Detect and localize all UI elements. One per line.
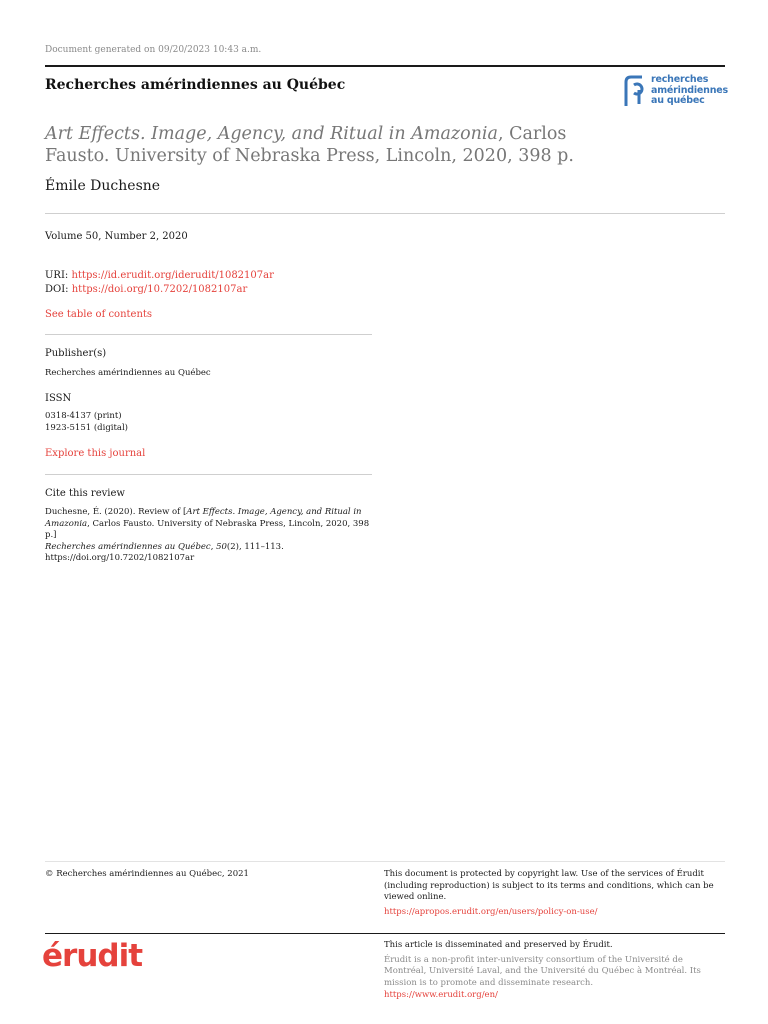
divider	[45, 474, 372, 475]
journal-logo-icon	[622, 74, 648, 108]
issn-digital: 1923-5151 (digital)	[45, 423, 128, 433]
article-title-italic: Art Effects. Image, Agency, and Ritual in Amazonia	[45, 124, 498, 144]
article-title-rest: , Carlos Fausto. University of Nebraska Press, Lincoln, 2020, 398 p.	[45, 124, 574, 166]
erudit-link[interactable]: https://www.erudit.org/en/	[384, 990, 498, 1000]
cite-label: Cite this review	[45, 488, 125, 499]
publisher-label: Publisher(s)	[45, 348, 107, 359]
explore-journal-link[interactable]: Explore this journal	[45, 448, 146, 459]
erudit-logo[interactable]: érudit	[42, 938, 143, 974]
journal-logo[interactable]	[622, 74, 732, 110]
volume-info: Volume 50, Number 2, 2020	[45, 231, 188, 242]
generation-notice: Document generated on 09/20/2023 10:43 a.m.	[45, 45, 262, 55]
divider	[45, 213, 725, 214]
doi-link[interactable]: https://doi.org/10.7202/1082107ar	[71, 284, 248, 295]
issn-label: ISSN	[45, 393, 72, 404]
citation-doi: https://doi.org/10.7202/1082107ar	[45, 553, 195, 563]
dissemination-title: This article is disseminated and preserved by Érudit.	[384, 940, 613, 950]
table-of-contents-link[interactable]: See table of contents	[45, 309, 153, 320]
article-title	[45, 123, 605, 167]
issn-values	[45, 410, 128, 434]
author-name: Émile Duchesne	[45, 178, 161, 194]
footer-divider-dark	[45, 933, 725, 934]
footer-divider	[45, 861, 725, 862]
journal-logo-text: recherches amérindiennes au québec	[651, 74, 728, 106]
uri-label: URI:	[45, 270, 69, 281]
citation-text: Duchesne, É. (2020). Review of [Art Effects. Image, Agency, and Ritual in Amazonia, Carlos Fausto. University of Nebraska Press, Lincoln, 2020, 398 p.] Recherches amérindiennes au Québec, 50(2), 111–113. https://doi.org/10.7202/1082107ar	[45, 507, 370, 563]
dissemination-notice	[384, 940, 724, 1002]
issn-print: 0318-4137 (print)	[45, 411, 122, 421]
divider	[45, 334, 372, 335]
journal-name: Recherches amérindiennes au Québec	[45, 77, 346, 93]
copyright-protection	[384, 869, 724, 918]
top-divider	[45, 65, 725, 67]
doi-label: DOI:	[45, 284, 69, 295]
publisher-value: Recherches amérindiennes au Québec	[45, 368, 211, 378]
identifiers	[45, 269, 274, 297]
uri-link[interactable]: https://id.erudit.org/iderudit/1082107ar	[71, 270, 274, 281]
policy-link[interactable]: https://apropos.erudit.org/en/users/policy-on-use/	[384, 906, 598, 917]
copyright-notice: © Recherches amérindiennes au Québec, 2021	[45, 869, 249, 879]
dissemination-text: Érudit is a non-profit inter-university consortium of the Université de Montréal, Université Laval, and the Université du Québec à Montréal. Its mission is to promote and disseminate research.	[384, 954, 701, 988]
protection-text: This document is protected by copyright law. Use of the services of Érudit (including reproduction) is subject to its terms and conditions, which can be viewed online.	[384, 869, 714, 902]
